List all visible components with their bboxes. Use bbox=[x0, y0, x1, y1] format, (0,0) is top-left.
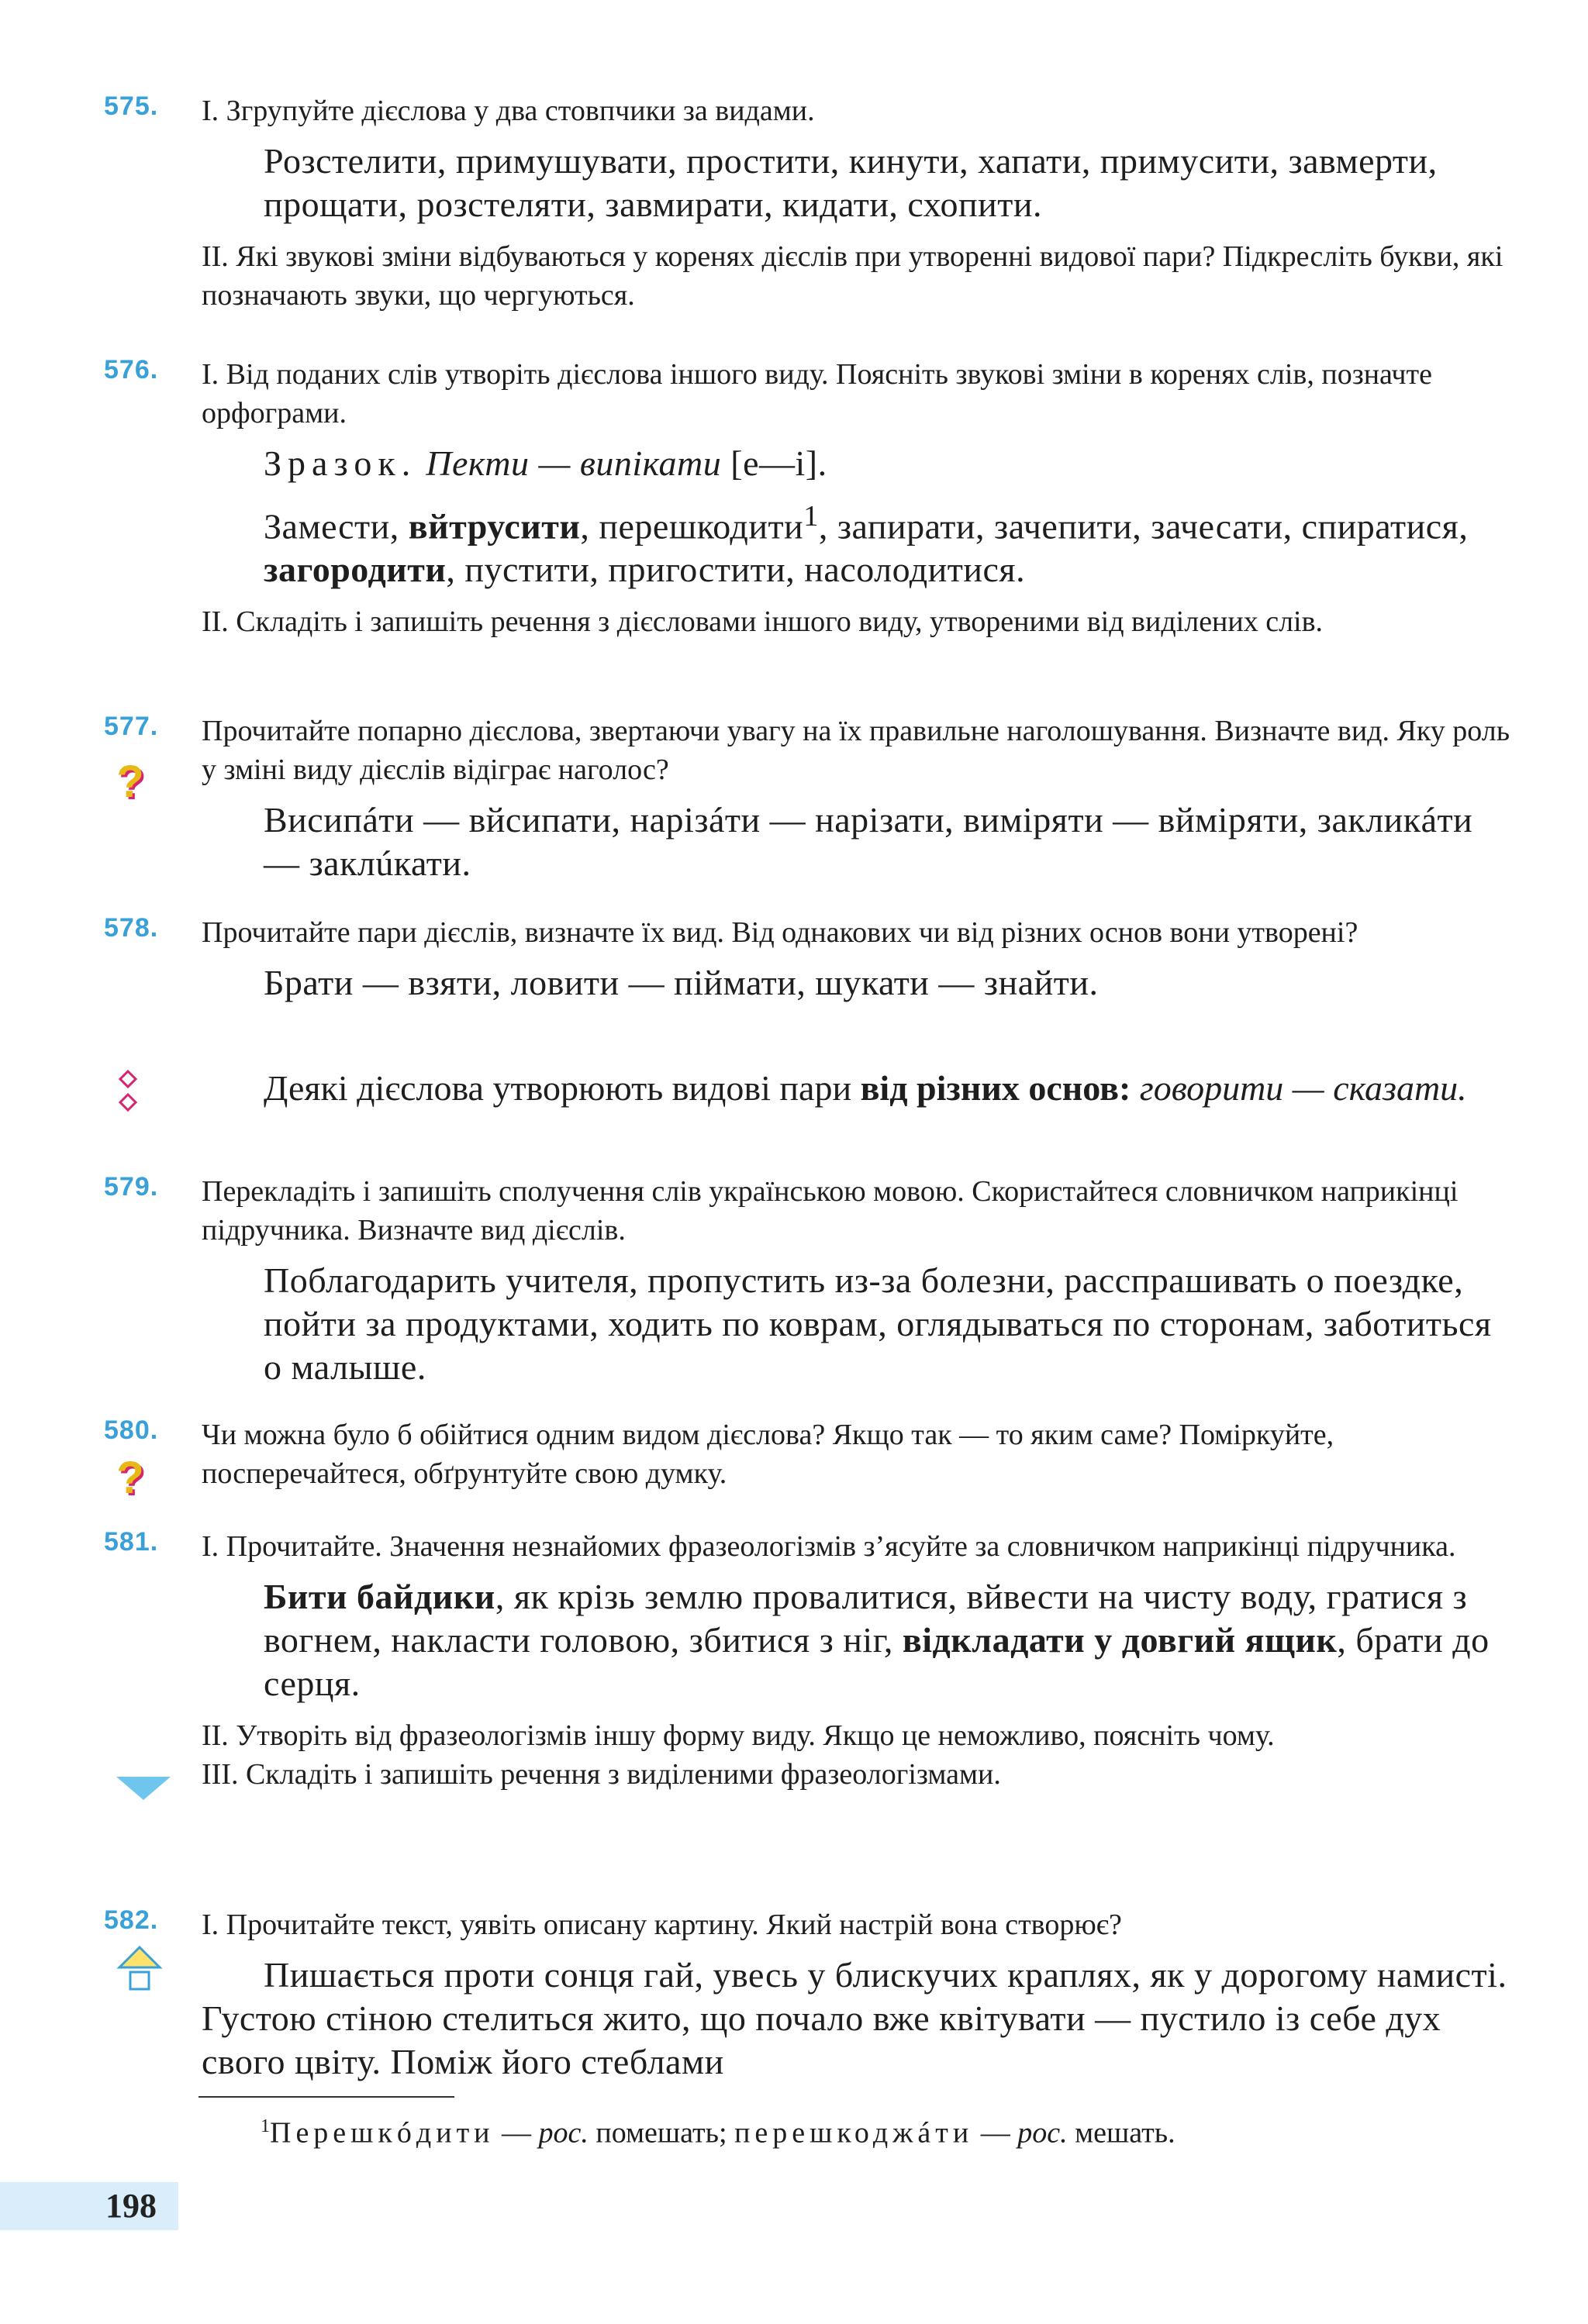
footnote-translation: помешать; bbox=[588, 2116, 735, 2150]
exercise-task-3: ІІІ. Складіть і запишіть речення з виділеними фразеологізмами. bbox=[202, 1758, 1001, 1791]
rule-highlight: від різних основ: bbox=[860, 1068, 1131, 1108]
footnote bbox=[261, 2107, 1175, 2153]
exercise-task: І. Прочитайте текст, уявіть описану картину. Який настрій вона створює? bbox=[202, 1909, 1122, 1941]
exercise-text: Пишається проти сонця гай, увесь у блискучих краплях, як у дорогому намисті. Густою стіною стелиться жито, що почало вже квітувати — пустило із себе дух свого цвіту. Поміж його стеблами bbox=[202, 1955, 1507, 2081]
exercise-number: 578. bbox=[104, 913, 159, 943]
exercise-number: 576. bbox=[104, 355, 159, 384]
exercise-task-2: ІІ. Які звукові зміни відбуваються у коренях дієслів при утворенні видової пари? Підкресліть букви, які позначають звуки, що чергуються. bbox=[202, 240, 1503, 312]
phrase-part: , як крізь землю провалитися, вйвести на чисту воду, гратися з вогнем, накласти головою, збитися з ніг, bbox=[264, 1577, 1468, 1660]
sample-sounds: [е—і]. bbox=[721, 443, 827, 483]
footnote-divider bbox=[198, 2096, 454, 2098]
word-part: , перешкодити bbox=[580, 506, 804, 547]
exercise-words bbox=[264, 1575, 1514, 1705]
rule-example: говорити — сказати. bbox=[1131, 1068, 1467, 1108]
footnote-translation: мешать. bbox=[1067, 2116, 1175, 2150]
exercise-task: І. Від поданих слів утворіть дієслова іншого виду. Поясніть звукові зміни в коренях слів, позначте орфограми. bbox=[202, 358, 1432, 429]
footnote-marker: 1 bbox=[803, 500, 819, 533]
exercise-number: 575. bbox=[104, 91, 159, 121]
highlighted-phrase: Бити байдики bbox=[264, 1577, 495, 1616]
exercise-576 bbox=[104, 355, 1514, 641]
exercise-words: Розстелити, примушувати, простити, кинути, хапати, примусити, завмерти, прощати, розстеляти, завмирати, кидати, схопити. bbox=[264, 141, 1438, 224]
word-part: Замести, bbox=[264, 506, 409, 547]
home-task-icon bbox=[116, 1944, 163, 1994]
footnote-dash: — bbox=[973, 2116, 1018, 2150]
exercise-task: Прочитайте пари дієслів, визначте їх вид. Від однакових чи від різних основ вони утворені? bbox=[202, 916, 1358, 949]
sample-word-a: Пекти bbox=[426, 443, 530, 483]
exercise-task: І. Згрупуйте дієслова у два стовпчики за видами. bbox=[202, 95, 815, 127]
highlighted-word: загородити bbox=[264, 550, 447, 590]
footnote-dash: — bbox=[494, 2116, 539, 2150]
sample-label: Зразок. bbox=[264, 443, 417, 483]
highlighted-word: вйтрусити bbox=[408, 506, 581, 547]
exercise-task: Прочитайте попарно дієслова, звертаючи увагу на їх правильне наголошування. Визначте вид. Яку роль у зміні виду дієслів відіграє наголос? bbox=[202, 715, 1510, 786]
rule-text bbox=[264, 1067, 1514, 1110]
exercise-task-2: ІІ. Складіть і запишіть речення з дієсловами іншого виду, утвореними від виділених слів. bbox=[202, 605, 1324, 639]
footnote-lang: рос. bbox=[538, 2116, 589, 2150]
exercise-task: Чи можна було б обійтися одним видом дієслова? Якщо так — то яким саме? Поміркуйте, посперечайтеся, обґрунтуйте свою думку. bbox=[202, 1419, 1334, 1490]
exercise-task-2: ІІ. Утворіть від фразеологізмів іншу форму виду. Якщо це неможливо, поясніть чому. bbox=[202, 1719, 1275, 1752]
word-part: , запирати, зачепити, зачесати, спиратися, bbox=[818, 506, 1469, 547]
exercise-number: 580. bbox=[104, 1415, 159, 1445]
exercise-579 bbox=[104, 1172, 1514, 1389]
exercise-number: 577. bbox=[104, 712, 159, 741]
exercise-578 bbox=[104, 913, 1514, 1005]
exercise-number: 581. bbox=[104, 1527, 159, 1557]
exercise-580 bbox=[104, 1415, 1514, 1493]
highlighted-phrase: відкладати у довгий ящик bbox=[902, 1620, 1338, 1660]
triangle-marker-icon bbox=[116, 1777, 171, 1803]
exercise-575 bbox=[104, 91, 1514, 315]
sample-word-b: випікати bbox=[579, 443, 722, 483]
question-icon: ? bbox=[116, 1452, 144, 1503]
exercise-words: Брати — взяти, ловити — піймати, шукати — знайти. bbox=[264, 963, 1099, 1002]
sample-dash: — bbox=[529, 443, 580, 483]
rule-block bbox=[109, 1067, 1514, 1110]
phrase-part: , брати до серця. bbox=[264, 1620, 1490, 1703]
exercise-number: 582. bbox=[104, 1905, 159, 1935]
page-number: 198 bbox=[105, 2187, 157, 2225]
exercise-581 bbox=[104, 1527, 1514, 1794]
rule-part: Деякі дієслова утворюють видові пари bbox=[264, 1068, 861, 1108]
question-icon: ? bbox=[116, 756, 144, 807]
footnote-word: Перешкóдити bbox=[270, 2116, 495, 2150]
exercise-task: І. Прочитайте. Значення незнайомих фразеологізмів з’ясуйте за словничком наприкінці підручника. bbox=[202, 1530, 1456, 1563]
exercise-words bbox=[264, 495, 1514, 591]
exercise-words: Поблагодарить учителя, пропустить из-за болезни, расспрашивать о поездке, пойти за продуктами, ходить по коврам, оглядываться по сторонам, заботиться о малыше. bbox=[264, 1260, 1492, 1387]
exercise-582 bbox=[104, 1905, 1514, 2084]
exercise-number: 579. bbox=[104, 1172, 159, 1202]
sample-line bbox=[264, 442, 1514, 485]
footnote-marker: 1 bbox=[261, 2116, 270, 2136]
word-part: , пустити, пригостити, насолодитися. bbox=[446, 550, 1026, 590]
exercise-task: Перекладіть і запишіть сполучення слів українською мовою. Скористайтеся словничком наприкінці підручника. Визначте вид дієслів. bbox=[202, 1175, 1459, 1246]
footnote-lang: рос. bbox=[1017, 2116, 1068, 2150]
exercise-words: Висипáти — вйсипати, нарізáти — нарізати, виміряти — вйміряти, закликáти — заклúкати. bbox=[264, 800, 1473, 883]
footnote-word: перешкоджáти bbox=[734, 2116, 974, 2150]
exercise-577 bbox=[104, 712, 1514, 885]
